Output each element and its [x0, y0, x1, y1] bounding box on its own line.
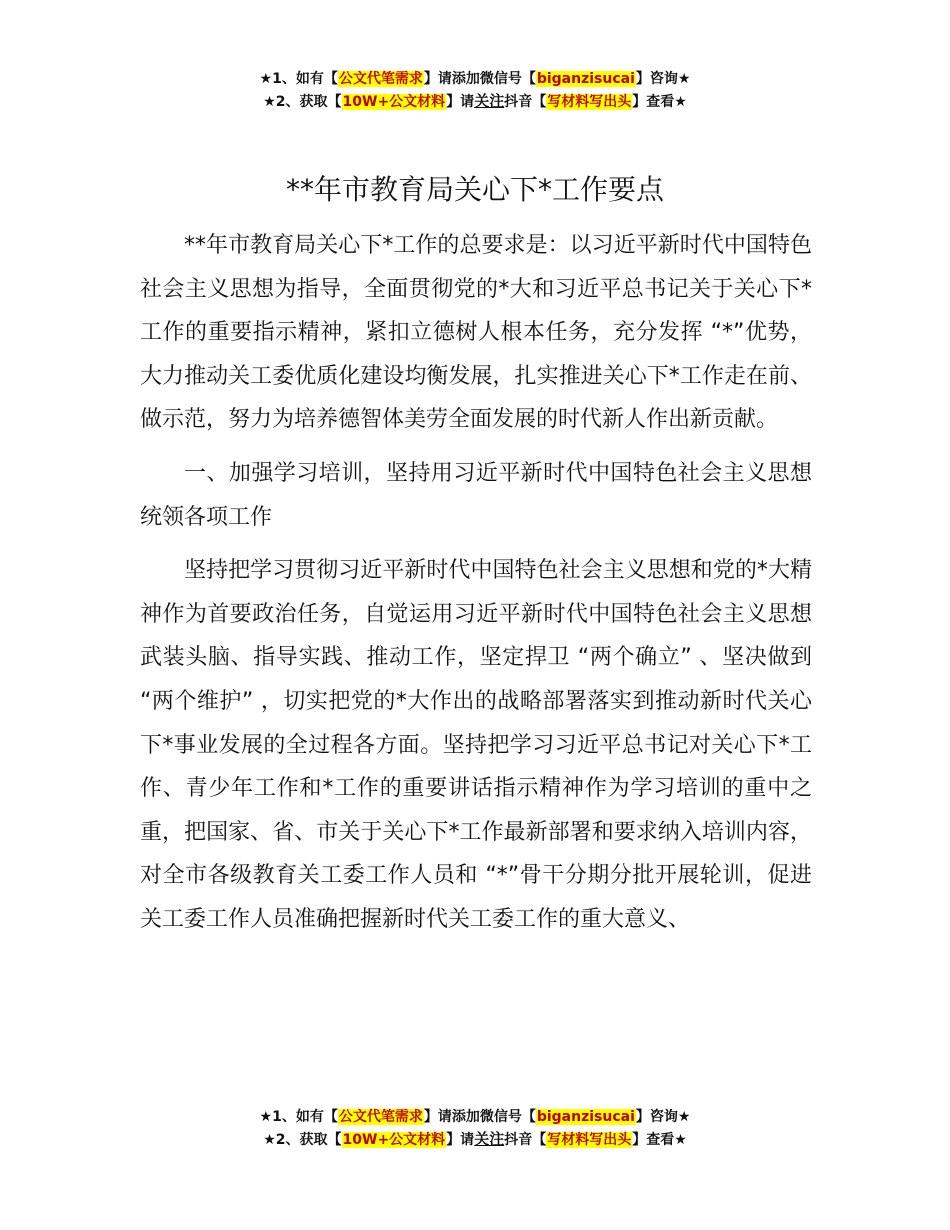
banner-text: 抖音【 [504, 94, 547, 110]
wechat-id-highlight: biganzisucai [536, 71, 635, 87]
banner-text: ★1、如有【 [259, 1109, 338, 1125]
banner-text: ★2、获取【 [263, 1132, 342, 1148]
banner-highlight: 公文代笔需求 [338, 1109, 423, 1125]
wechat-id-highlight: biganzisucai [536, 1109, 635, 1125]
paragraph-body: 坚持把学习贯彻习近平新时代中国特色社会主义思想和党的*大精神作为首要政治任务，自觉运用习近平新时代中国特色社会主义思想武装头脑、指导实践、推动工作，坚定捍卫 “两个确立” 、坚决做到 “两个维护” ，切实把党的*大作出的战略部署落实到推动新时代关心下*事业发展的全过程各方面。坚持把学习习近平总书记对关心下*工作、青少年工作和*工作的重要讲话指示精神作为学习培训的重中之重，把国家、省、市关于关心下*工作最新部署和要求纳入培训内容，对全市各级教育关工委工作人员和 “*”骨干分期分批开展轮训，促进关工委工作人员准确把握新时代关工委工作的重大意义、 [140, 558, 812, 932]
paragraph-intro: **年市教育局关心下*工作的总要求是：以习近平新时代中国特色社会主义思想为指导，全面贯彻党的*大和习近平总书记关于关心下*工作的重要指示精神，紧扣立德树人根本任务，充分发挥 “*”优势，大力推动关工委优质化建设均衡发展，扎实推进关心下*工作走在前、做示范，努力为培养德智体美劳全面发展的时代新人作出新贡献。 [140, 233, 812, 433]
section-heading: 一、加强学习培训，坚持用习近平新时代中国特色社会主义思想统领各项工作 [140, 460, 812, 530]
banner-text: 抖音【 [504, 1132, 547, 1148]
banner-text: 】查看★ [632, 94, 687, 110]
banner-text: ★1、如有【 [259, 71, 338, 87]
banner-highlight: 10W+公文材料 [342, 94, 446, 110]
banner-text: 】咨询★ [635, 71, 691, 87]
banner-text: 】咨询★ [635, 1109, 691, 1125]
document-title: **年市教育局关心下*工作要点 [285, 173, 664, 206]
banner-underlined: 关注 [474, 1130, 505, 1148]
header-banner [0, 68, 950, 113]
banner-highlight: 10W+公文材料 [342, 1132, 446, 1148]
douyin-account-highlight: 写材料写出头 [547, 94, 632, 110]
douyin-account-highlight: 写材料写出头 [547, 1132, 632, 1148]
banner-text: 】查看★ [632, 1132, 687, 1148]
banner-text: 】请 [446, 1132, 475, 1148]
banner-text: 】请添加微信号【 [423, 71, 536, 87]
banner-line-2 [0, 90, 950, 113]
banner-line-2 [0, 1128, 950, 1151]
banner-text: 】请添加微信号【 [423, 1109, 536, 1125]
banner-highlight: 公文代笔需求 [338, 71, 423, 87]
footer-banner [0, 1106, 950, 1151]
banner-line-1 [0, 1106, 950, 1128]
banner-underlined: 关注 [474, 92, 505, 110]
banner-text: 】请 [446, 94, 475, 110]
banner-line-1 [0, 68, 950, 90]
banner-text: ★2、获取【 [263, 94, 342, 110]
document-body [140, 224, 812, 942]
